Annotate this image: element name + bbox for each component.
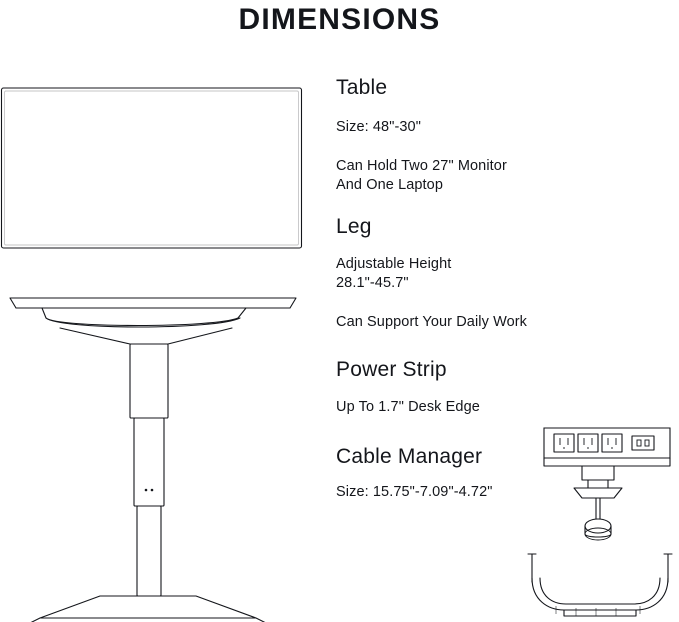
- desk-illustration-group: [0, 62, 312, 622]
- spec-block-power-strip: [336, 358, 679, 417]
- spec-table-capacity: [336, 157, 679, 195]
- spec-table-capacity-line2: And One Laptop: [336, 177, 444, 193]
- power-strip-body: [544, 428, 670, 466]
- spec-cable-manager-size: Size: 15.75"-7.09"-4.72": [336, 484, 493, 500]
- spec-heading-leg: Leg: [336, 215, 372, 238]
- spec-power-strip-edge: Up To 1.7" Desk Edge: [336, 399, 480, 415]
- cable-manager-svg: [520, 548, 679, 622]
- cable-tray: [528, 554, 672, 616]
- desk-illustration-svg: [0, 62, 312, 622]
- spec-leg-height-label: Adjustable Height: [336, 256, 452, 272]
- desktop-top-view: [2, 88, 302, 248]
- spec-heading-power-strip: Power Strip: [336, 358, 447, 381]
- cable-manager-illustration: [520, 548, 679, 622]
- spec-leg-support: Can Support Your Daily Work: [336, 314, 528, 330]
- page-title: DIMENSIONS: [238, 3, 441, 36]
- power-strip-clamp: [574, 466, 622, 540]
- spec-block-table: [336, 76, 679, 195]
- spec-block-leg: [336, 215, 679, 332]
- spec-heading-cable-manager: Cable Manager: [336, 445, 483, 468]
- spec-heading-table: Table: [336, 76, 388, 99]
- spec-leg-height: [336, 255, 679, 293]
- spec-leg-height-range: 28.1"-45.7": [336, 275, 409, 291]
- desk-front-view: [10, 298, 296, 622]
- spec-table-size: Size: 48"-30": [336, 119, 421, 135]
- spec-table-capacity-line1: Can Hold Two 27" Monitor: [336, 158, 507, 174]
